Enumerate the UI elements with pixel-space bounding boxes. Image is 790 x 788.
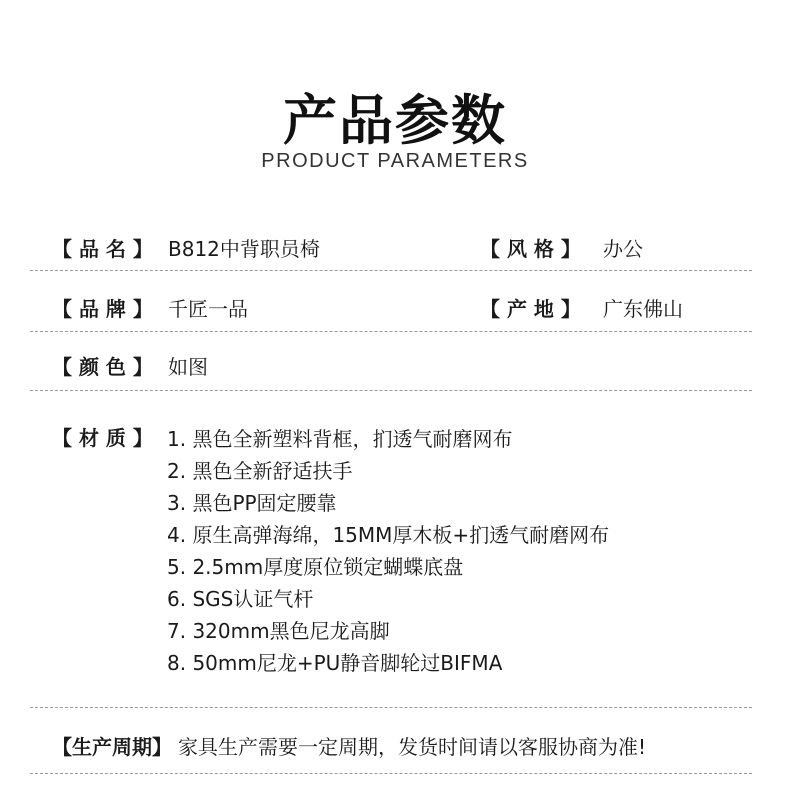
material-item: 8. 50mm尼龙+PU静音脚轮过BIFMA [167, 651, 503, 675]
page-subtitle: PRODUCT PARAMETERS [261, 150, 529, 172]
production-cycle-text: 家具生产需要一定周期，发货时间请以客服协商为准! [178, 735, 647, 759]
param-color-value: 如图 [168, 355, 208, 379]
material-item: 2. 黑色全新舒适扶手 [167, 459, 353, 483]
param-name-label: 【 品 名 】 [52, 237, 153, 261]
param-origin-value: 广东佛山 [603, 297, 683, 321]
page-title: 产品参数 [283, 89, 507, 152]
param-style-label: 【 风 格 】 [480, 237, 581, 261]
param-color-label: 【 颜 色 】 [52, 355, 153, 379]
param-origin-label: 【 产 地 】 [480, 297, 581, 321]
param-style-value: 办公 [603, 237, 643, 261]
production-cycle-label: 【生产周期】 [52, 735, 172, 759]
material-item: 3. 黑色PP固定腰靠 [167, 491, 337, 515]
material-item: 7. 320mm黑色尼龙高脚 [167, 619, 390, 643]
material-item: 6. SGS认证气杆 [167, 587, 314, 611]
param-brand-value: 千匠一品 [168, 297, 248, 321]
material-item: 1. 黑色全新塑料背框，扪透气耐磨网布 [167, 427, 513, 451]
param-name-value: B812中背职员椅 [168, 237, 320, 261]
param-material-label: 【 材 质 】 [52, 426, 153, 450]
divider [30, 331, 752, 332]
divider [30, 390, 752, 391]
param-brand-label: 【 品 牌 】 [52, 297, 153, 321]
divider [30, 707, 752, 708]
material-item: 5. 2.5mm厚度原位锁定蝴蝶底盘 [167, 555, 464, 579]
material-item: 4. 原生高弹海绵，15MM厚木板+扪透气耐磨网布 [167, 523, 610, 547]
divider [30, 773, 752, 774]
divider [30, 270, 752, 271]
